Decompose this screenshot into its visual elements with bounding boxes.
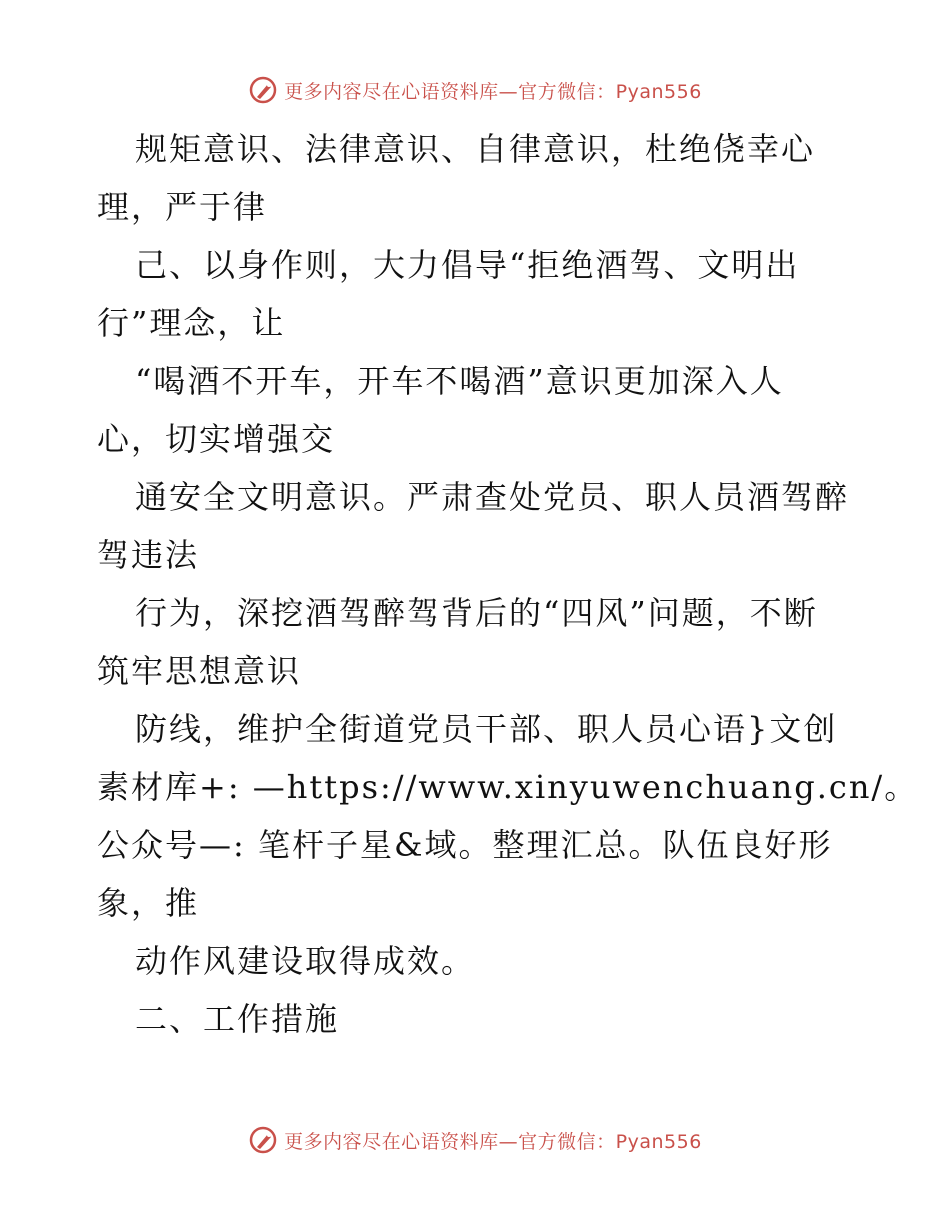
pen-nib-circle-icon: [248, 1125, 278, 1155]
body-line: 驾违法: [97, 536, 200, 574]
body-line: 防线，维护全街道党员干部、职人员心语}文创: [135, 710, 838, 748]
pen-nib-circle-icon: [248, 75, 278, 105]
document-body: [97, 120, 919, 1048]
body-line: 理，严于律: [97, 188, 268, 226]
header-watermark-text: 更多内容尽在心语资料库—官方微信：Pyan556: [284, 80, 702, 103]
body-line: 规矩意识、法律意识、自律意识，杜绝侥幸心: [135, 130, 816, 168]
body-line: 公众号—: 笔杆子星&域。整理汇总。队伍良好形: [97, 826, 833, 864]
footer-watermark-text: 更多内容尽在心语资料库—官方微信：Pyan556: [284, 1130, 702, 1153]
body-line: 筑牢思想意识: [97, 652, 302, 690]
body-line: 行为，深挖酒驾醉驾背后的“四风”问题，不断: [135, 594, 818, 632]
body-line: 通安全文明意识。严肃查处党员、职人员酒驾醉: [135, 478, 850, 516]
footer-watermark-banner: [0, 1118, 950, 1162]
body-line: 象，推: [97, 884, 200, 922]
body-line: “喝酒不开车，开车不喝酒”意识更加深入人: [135, 362, 784, 400]
header-watermark-banner: [0, 68, 950, 112]
body-line: 心，切实增强交: [97, 420, 336, 458]
body-line: 动作风建设取得成效。: [135, 942, 476, 980]
section-heading: 二、工作措施: [135, 1000, 340, 1038]
body-line: 素材库+: —https://www.xinyuwenchuang.cn/。: [97, 768, 919, 806]
body-line: 行”理念，让: [97, 304, 286, 342]
body-line: 己、以身作则，大力倡导“拒绝酒驾、文明出: [135, 246, 800, 284]
